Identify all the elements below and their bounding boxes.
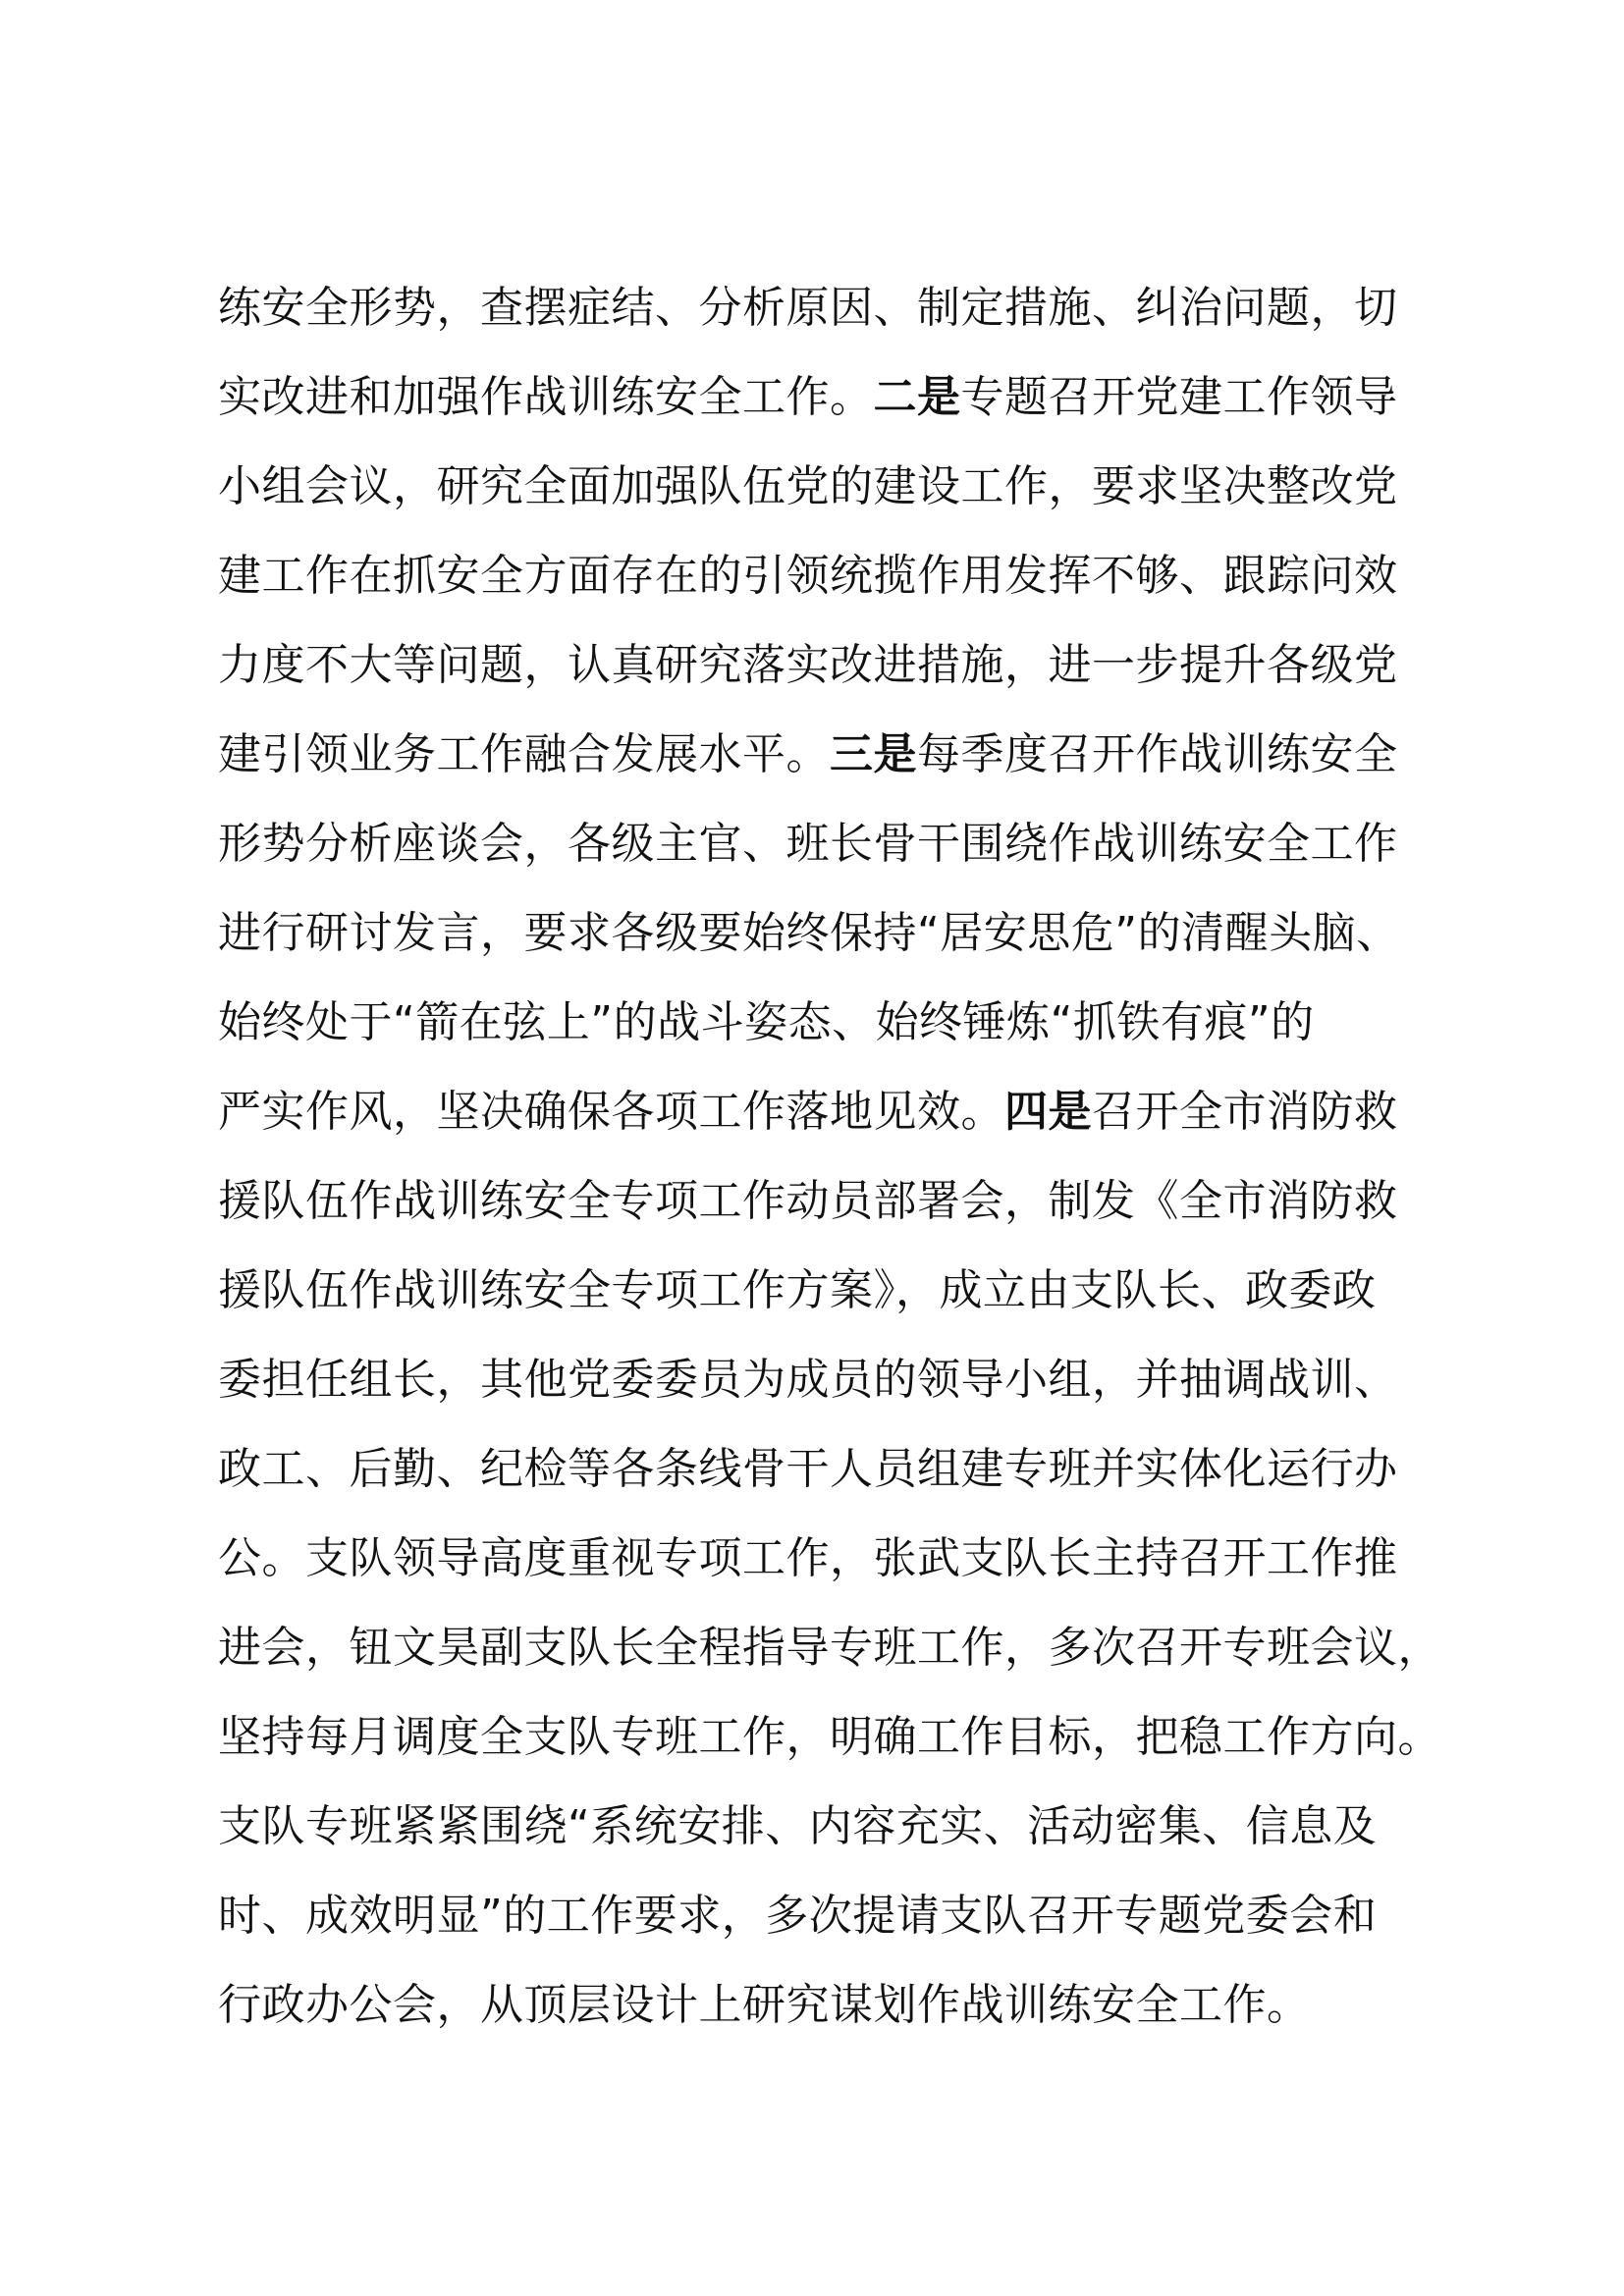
- text-line: [218, 1960, 1455, 2050]
- text-line: [218, 1156, 1455, 1246]
- text-segment: 政工、后勤、纪检等各条线骨干人员组建专班并实体化运行办: [218, 1444, 1398, 1494]
- bold-lead-phrase: 四是: [1004, 1087, 1092, 1137]
- text-line: [218, 442, 1455, 531]
- text-line: [218, 1067, 1455, 1156]
- text-segment: 实改进和加强作战训练安全工作。: [218, 372, 874, 422]
- text-segment: 援队伍作战训练安全专项工作方案》，成立由支队长、政委政: [218, 1265, 1377, 1315]
- text-line: [218, 620, 1455, 710]
- text-line: [218, 352, 1455, 442]
- text-line: [218, 1603, 1455, 1692]
- text-line: [218, 888, 1455, 978]
- text-line: [218, 263, 1455, 352]
- text-line: [218, 531, 1455, 620]
- text-segment: 援队伍作战训练安全专项工作动员部署会，制发《全市消防救: [218, 1176, 1398, 1226]
- text-segment: 练安全形势，查摆症结、分析原因、制定措施、纠治问题，切: [218, 283, 1398, 333]
- text-segment: 形势分析座谈会，各级主官、班长骨干围绕作战训练安全工作: [218, 819, 1398, 869]
- text-segment: 进会，钮文昊副支队长全程指导专班工作，多次召开专班会议，: [218, 1623, 1441, 1673]
- text-line: [218, 1871, 1455, 1960]
- text-line: [218, 1424, 1455, 1514]
- text-line: [218, 799, 1455, 888]
- text-segment: 支队专班紧紧围绕“系统安排、内容充实、活动密集、信息及: [218, 1801, 1378, 1851]
- body-paragraph: [218, 263, 1455, 2050]
- text-segment: 委担任组长，其他党委委员为成员的领导小组，并抽调战训、: [218, 1355, 1398, 1405]
- bold-lead-phrase: 二是: [873, 372, 961, 422]
- text-line: [218, 1514, 1455, 1603]
- text-segment: 公。支队领导高度重视专项工作，张武支队长主持召开工作推: [218, 1533, 1398, 1583]
- text-segment: 召开全市消防救: [1092, 1087, 1398, 1137]
- text-segment: 小组会议，研究全面加强队伍党的建设工作，要求坚决整改党: [218, 461, 1398, 511]
- text-line: [218, 1246, 1455, 1335]
- text-line: [218, 1335, 1455, 1424]
- text-line: [218, 1692, 1455, 1782]
- text-segment: 时、成效明显”的工作要求，多次提请支队召开专题党委会和: [218, 1891, 1378, 1941]
- text-segment: 坚持每月调度全支队专班工作，明确工作目标，把稳工作方向。: [218, 1712, 1441, 1762]
- bold-lead-phrase: 三是: [830, 729, 917, 779]
- text-segment: 始终处于“箭在弦上”的战斗姿态、始终锤炼“抓铁有痕”的: [218, 997, 1315, 1047]
- text-segment: 严实作风，坚决确保各项工作落地见效。: [218, 1087, 1004, 1137]
- text-segment: 每季度召开作战训练安全: [917, 729, 1398, 779]
- text-segment: 力度不大等问题，认真研究落实改进措施，进一步提升各级党: [218, 640, 1398, 690]
- text-line: [218, 1782, 1455, 1871]
- text-segment: 进行研讨发言，要求各级要始终保持“居安思危”的清醒头脑、: [218, 908, 1400, 958]
- text-segment: 建工作在抓安全方面存在的引领统揽作用发挥不够、跟踪问效: [218, 551, 1398, 601]
- text-line: [218, 710, 1455, 799]
- text-segment: 建引领业务工作融合发展水平。: [218, 729, 830, 779]
- text-segment: 行政办公会，从顶层设计上研究谋划作战训练安全工作。: [218, 1980, 1311, 2030]
- text-segment: 专题召开党建工作领导: [960, 372, 1398, 422]
- text-line: [218, 978, 1455, 1067]
